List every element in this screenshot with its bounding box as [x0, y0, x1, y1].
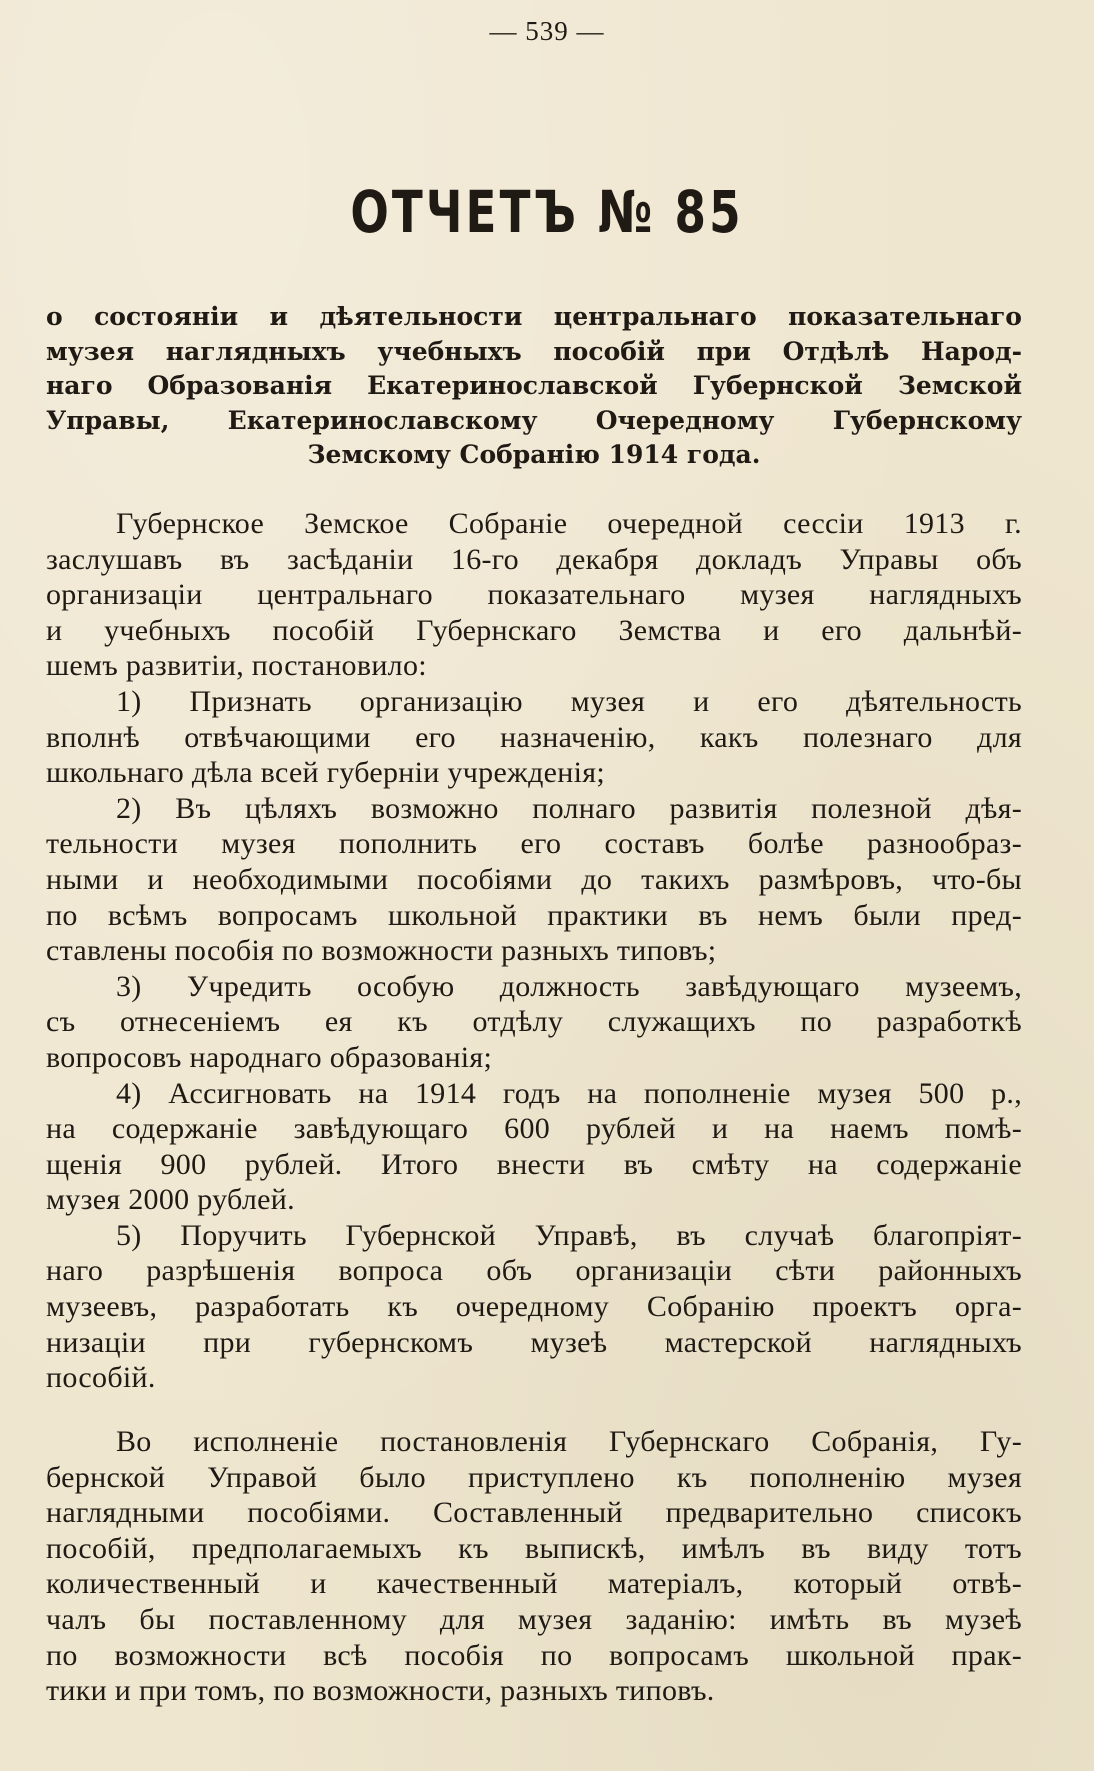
text-line: 1) Признать организацію музея и его дѣятельность: [116, 684, 1022, 718]
execution-section: [46, 1424, 1022, 1709]
text-line: Губернское Земское Собраніе очередной сессіи 1913 г.: [116, 507, 1022, 540]
text-line: ными и необходимыми пособіями до такихъ размѣровъ, что-бы: [46, 862, 1022, 896]
text-line: и учебныхъ пособій Губернскаго Земства и его дальнѣй-: [46, 613, 1022, 647]
subtitle-line: музея наглядныхъ учебныхъ пособій при Отдѣлѣ Народ-: [46, 336, 1022, 366]
text-line: 3) Учредить особую должность завѣдующаго музеемъ,: [116, 969, 1022, 1003]
text-line: количественный и качественный матеріалъ, который отвѣ-: [46, 1567, 1022, 1601]
page-number: — 539 —: [489, 16, 605, 46]
text-line: музеевъ, разработать къ очередному Собранію проектъ орга-: [46, 1290, 1022, 1324]
text-line: съ отнесеніемъ ея къ отдѣлу служащихъ по разработкѣ: [46, 1005, 1022, 1039]
text-line: ставлены пособія по возможности разныхъ типовъ;: [46, 934, 717, 968]
text-line: тельности музея пополнить его составъ болѣе разнообраз-: [46, 827, 1022, 861]
text-line: пособій.: [46, 1361, 156, 1395]
text-line: по всѣмъ вопросамъ школьной практики въ немъ были пред-: [46, 898, 1022, 932]
subtitle-line: Земскому Собранію 1914 года.: [307, 440, 761, 469]
text-line: чалъ бы поставленному для музея заданію: имѣть въ музеѣ: [46, 1602, 1022, 1636]
text-line: наглядными пособіями. Составленный предварительно списокъ: [46, 1496, 1022, 1530]
text-line: шемъ развитіи, постановило:: [46, 649, 427, 683]
resolution-section: [46, 506, 1022, 1396]
text-line: 2) Въ цѣляхъ возможно полнаго развитія полезной дѣя-: [116, 791, 1022, 825]
subtitle-line: о состояніи и дѣятельности центральнаго показательнаго: [46, 302, 1022, 331]
text-line: бернской Управой было приступлено къ пополненію музея: [46, 1460, 1022, 1494]
report-subtitle: [46, 300, 1022, 473]
text-line: низаціи при губернскомъ музеѣ мастерской наглядныхъ: [46, 1325, 1022, 1359]
text-line: музея 2000 рублей.: [46, 1183, 295, 1217]
text-line: 4) Ассигновать на 1914 годъ на пополненіе музея 500 р.,: [116, 1076, 1022, 1110]
text-line: на содержаніе завѣдующаго 600 рублей и на наемъ помѣ-: [46, 1112, 1022, 1146]
text-line: тики и при томъ, по возможности, разныхъ типовъ.: [46, 1674, 715, 1708]
text-line: Во исполненіе постановленія Губернскаго Собранія, Гу-: [116, 1425, 1022, 1458]
text-line: наго разрѣшенія вопроса объ организаціи сѣти районныхъ: [46, 1254, 1022, 1288]
text-line: школьнаго дѣла всей губерніи учрежденія;: [46, 756, 605, 790]
text-line: вполнѣ отвѣчающими его назначенію, какъ полезнаго для: [46, 720, 1022, 754]
text-line: щенія 900 рублей. Итого внести въ смѣту на содержаніе: [46, 1147, 1022, 1181]
text-line: заслушавъ въ засѣданіи 16-го декабря докладъ Управы объ: [46, 542, 1022, 576]
subtitle-line: Управы, Екатеринославскому Очередному Губернскому: [46, 405, 1022, 435]
text-line: пособій, предполагаемыхъ къ выпискѣ, имѣлъ въ виду тотъ: [46, 1531, 1022, 1565]
report-title: ОТЧЕТЪ № 85: [350, 178, 744, 246]
text-line: по возможности всѣ пособія по вопросамъ школьной прак-: [46, 1638, 1022, 1672]
text-line: 5) Поручить Губернской Управѣ, въ случаѣ благопріят-: [116, 1218, 1022, 1252]
subtitle-line: наго Образованія Екатеринославской Губернской Земской: [46, 371, 1022, 400]
text-line: вопросовъ народнаго образованія;: [46, 1040, 493, 1074]
text-line: организаціи центральнаго показательнаго музея наглядныхъ: [46, 578, 1022, 612]
